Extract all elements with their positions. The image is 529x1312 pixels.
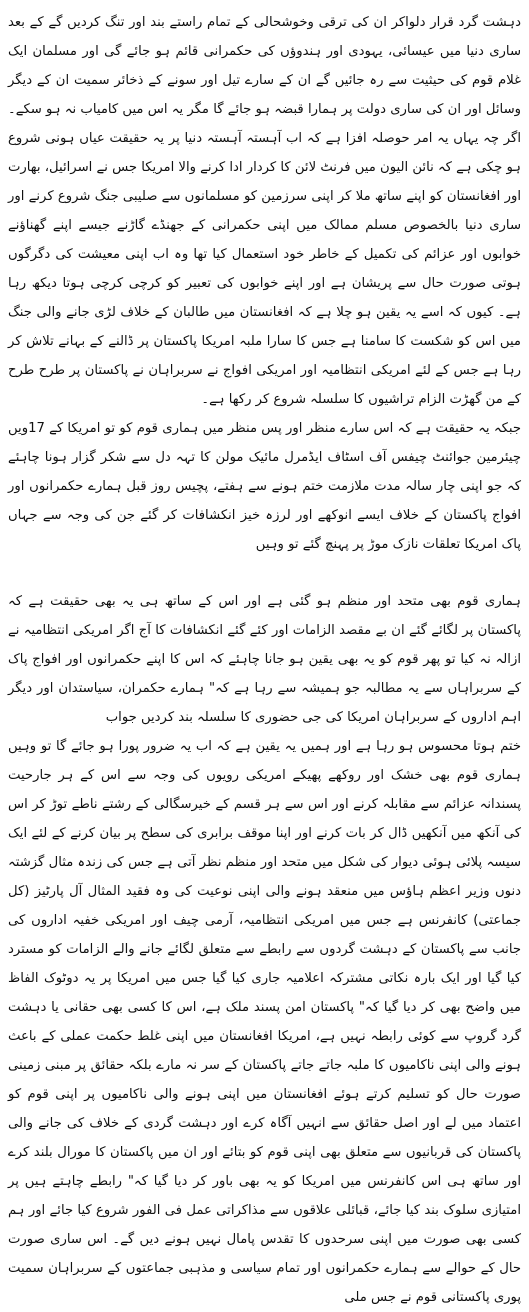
article-paragraph-3: ہماری قوم بھی متحد اور منظم ہو گئی ہے اور اس کے ساتھ ہی یہ بھی حقیقت ہے کہ پاکستان پر لگائے گئے ان بے مقصد الزامات اور کئے گئے انکشافات کا آج اگر امریکی انتظامیہ نے ازالہ نہ کیا تو پھر قوم کو یہ بھی یقین ہو جانا چاہئے کہ اس کا اپنے حکمرانوں اور افواج پاک کے سربراہاں سے یہ مطالبہ جو ہمیشہ سے رہا ہے کہ" ہمارے حکمران، سیاستدان اور دیگر اہم اداروں کے سربراہان امریکا کی جی حضوری کا سلسلہ بند کردیں جواب bbox=[8, 594, 521, 725]
article-paragraph-1: دہشت گرد قرار دلواکر ان کی ترقی وخوشحالی کے تمام راستے بند اور تنگ کردیں گے کے بعد ساری دنیا میں عیسائی، یہودی اور ہندوؤں کی حکمرانی قائم ہو جائے گی اور مسلمان ایک غلام قوم کی حیثیت سے رہ جائیں گے ان کے سارے تیل اور سونے کے ذخائر سمیت ان کے دیگر وسائل اور ان کی ساری دولت پر ہمارا قبضہ ہو جائے گا مگر یہ اس میں کامیاب نہ ہو سکے۔ اگر چہ یہاں یہ امر حوصلہ افزا ہے کہ اب آہستہ آہستہ دنیا پر یہ حقیقت عیاں ہونی شروع ہو چکی ہے کہ نائن الیون میں فرنٹ لائن کا کردار ادا کرنے والا امریکا جس نے اسرائیل، بھارت اور افغانستان کو اپنے ساتھ ملا کر اپنی سرزمین کو مسلمانوں سے صلیبی جنگ شروع کرنے اور ساری دنیا بالخصوص مسلم ممالک میں اپنی حکمرانی کے جھنڈے گاڑنے جیسے اپنے گھناؤنے خوابوں اور عزائم کی تکمیل کے خاطر خود استعمال کیا تھا وہ اب اپنی معیشت کی دگرگوں ہوتی صورت حال سے پریشان ہے اور اپنے خوابوں کی تعبیر کو کرچی کرچی ہوتا دیکھ رہا ہے۔ کیوں کہ اسے یہ یقین ہو چلا ہے کہ افغانستان میں طالبان کے خلاف لڑی جانے والی جنگ میں اس کو شکست کا سامنا ہے جس کا سارا ملبہ امریکا پاکستان پر ڈالنے کے بہانے تلاش کر رہا ہے جس کے لئے امریکی انتظامیہ اور امریکی افواج نے سربراہان نے پاکستان پر طرح طرح کے من گھڑت الزام تراشیوں کا سلسلہ شروع کر رکھا ہے۔ bbox=[8, 15, 521, 407]
paragraph-spacer bbox=[8, 559, 521, 587]
article-paragraph-2: جبکہ یہ حقیقت ہے کہ اس سارے منظر اور پس منظر میں ہماری قوم کو تو امریکا کے 17ویں چیئرمین جوائنٹ چیفس آف اسٹاف ایڈمرل مائیک مولن کا تہہ دل سے شکر گزار ہونا چاہئے کہ جو اپنی چار سالہ مدت ملازمت ختم ہونے سے ہفتے، پچیس روز قبل ہمارے حکمرانوں اور افواج پاکستان کے خلاف ایسے انوکھے اور لرزہ خیز انکشافات کر گئے جن کی وجہ سے جہاں پاک امریکا تعلقات نازک موڑ پر پہنچ گئے تو وہیں bbox=[8, 421, 521, 552]
article-paragraph-4: ختم ہوتا محسوس ہو رہا ہے اور ہمیں یہ یقین ہے کہ اب یہ ضرور پورا ہو جائے گا تو وہیں ہماری قوم بھی خشک اور روکھے پھیکے امریکی رویوں کی وجہ سے اس کے ہر جارحیت پسندانہ عزائم سے مقابلہ کرنے اور اس سے ہر قسم کے خیرسگالی کے رشتے ناطے توڑ کر اس کی آنکھ میں آنکھیں ڈال کر بات کرنے اور اپنا موقف برابری کی سطح پر بیان کرنے کے لئے ایک سیسہ پلائی ہوئی دیوار کی شکل میں متحد اور منظم نظر آتی ہے جس کی زندہ مثال گزشتہ دنوں وزیر اعظم ہاؤس میں منعقد ہونے والی اپنی نوعیت کی وہ فقید المثال آل پارٹیز (کل جماعتی) کانفرنس ہے جس میں امریکی انتظامیہ، آرمی چیف اور امریکی خفیہ اداروں کی جانب سے پاکستان کے دہشت گردوں سے رابطے سے متعلق لگائے جانے والے الزامات کو مسترد کیا گیا اور ایک بارہ نکاتی مشترکہ اعلامیہ جاری کیا گیا جس میں امریکا پر یہ دوٹوک الفاظ میں واضح بھی کر دیا گیا کہ" پاکستان امن پسند ملک ہے، اس کا کسی بھی حقانی یا دہشت گرد گروپ سے کوئی رابطہ نہیں ہے، امریکا افغانستان میں اپنی غلط حکمت عملی کے باعث ہونے والی اپنی ناکامیوں کا ملبہ جاتے جاتے پاکستان کے سر نہ مارے بلکہ حقائق پر مبنی زمینی صورت حال کو تسلیم کرتے ہوئے افغانستان میں اپنی ہونے والی ناکامیوں پر اپنی قوم کو اعتماد میں لے اور اصل حقائق سے انہیں آگاہ کرے اور دہشت گردی کے خلاف کی جانے والی پاکستان کی قربانیوں سے متعلق بھی اپنی قوم کو بتائے اور ان میں پاکستان کا مورال بلند کرے اور ساتھ ہی اس کانفرنس میں امریکا کو یہ بھی باور کر دیا گیا کہ" رابطے چاہتے ہیں پر امتیازی سلوک بند کیا جائے، قبائلی علاقوں سے مذاکراتی عمل فی الفور شروع کیا جائے اور ہم کسی بھی صورت میں اپنی سرحدوں کا تقدس پامال نہیں ہونے دیں گے۔ اس ساری صورت حال کے حوالے سے ہمارے حکمرانوں اور تمام سیاسی و مذہبی جماعتوں کے سربراہان سمیت پوری پاکستانی قوم نے جس ملی bbox=[8, 739, 521, 1305]
